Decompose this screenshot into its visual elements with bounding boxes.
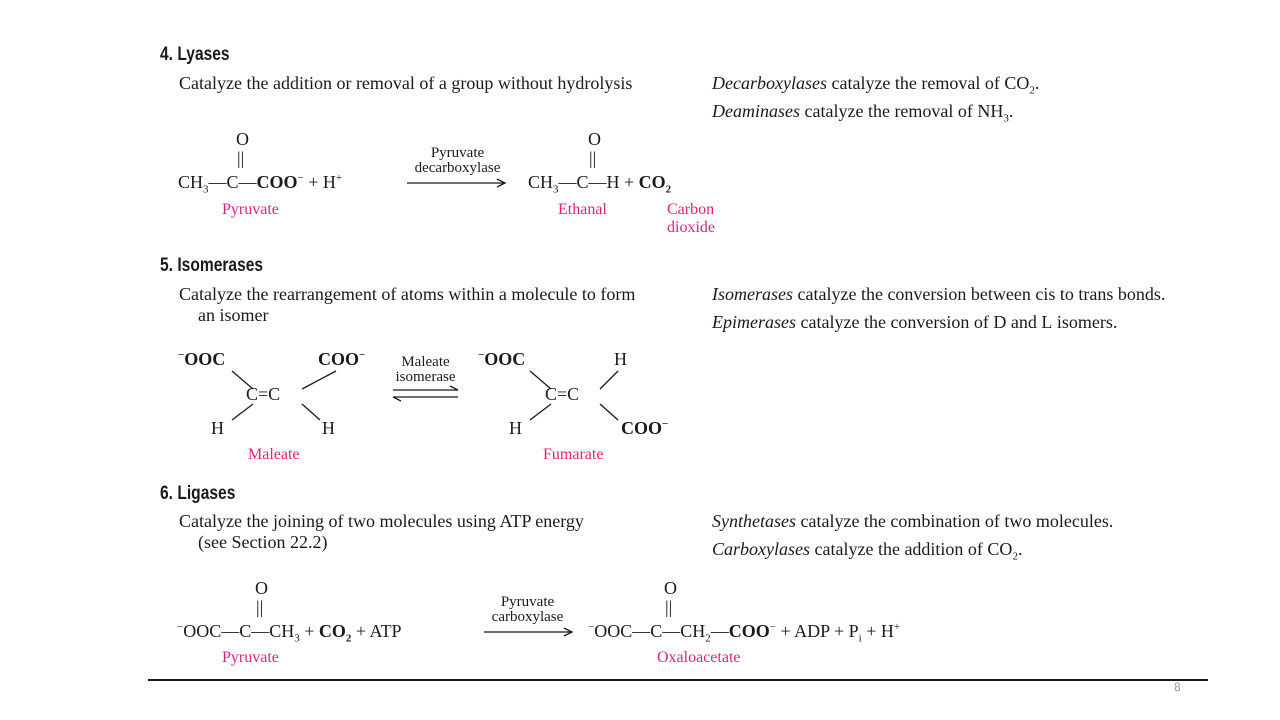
oxaloacetate-products-formula: $^-OOC—C—CH_2—COO^-$ + ADP + $P_i + H^+$ — [588, 621, 901, 645]
bond — [302, 371, 336, 389]
fumarate-h-right: H — [614, 349, 627, 369]
enzyme-label-maleate-isomerase: Maleate isomerase — [395, 354, 456, 385]
lyases-description: Catalyze the addition or removal of a group without hydrolysis — [179, 73, 633, 93]
fumarate-ooc-left: −OOC — [478, 349, 526, 369]
carbonyl-oxygen: O — [664, 578, 677, 598]
pyruvate-formula: $CH_3—C—COO^- + H^+$ — [178, 172, 343, 196]
carbonyl-oxygen: O — [588, 129, 601, 149]
ligases-description-line1: Catalyze the joining of two molecules using ATP energy — [179, 511, 584, 531]
lyases-example-decarboxylases: Decarboxylases catalyze the removal of $CO_2$. — [712, 73, 1040, 97]
bond — [600, 404, 618, 420]
double-bond: || — [256, 597, 264, 617]
maleate-coo-right: COO− — [318, 349, 366, 369]
label-pyruvate: Pyruvate — [222, 649, 279, 666]
carbonyl-oxygen: O — [236, 129, 249, 149]
bond — [232, 404, 253, 420]
label-pyruvate: Pyruvate — [222, 201, 279, 218]
label-fumarate: Fumarate — [543, 446, 604, 463]
ethanal-co2-formula: $CH_3—C—H + CO_2$ — [528, 172, 672, 196]
fumarate-double-bond: C=C — [545, 384, 580, 404]
page-number: 8 — [1174, 680, 1181, 694]
section-5-heading: 5. Isomerases — [160, 255, 264, 276]
maleate-h-left: H — [211, 418, 224, 438]
lyases-example-deaminases: Deaminases catalyze the removal of $NH_3$. — [712, 101, 1014, 125]
isomerases-description-line1: Catalyze the rearrangement of atoms within a molecule to form — [179, 284, 636, 304]
maleate-h-right: H — [322, 418, 335, 438]
ligases-description-line2: (see Section 22.2) — [198, 532, 328, 552]
enzyme-label-pyruvate-carboxylase: Pyruvate carboxylase — [491, 594, 564, 625]
footer-rule — [148, 679, 1208, 681]
maleate-double-bond: C=C — [246, 384, 281, 404]
isomerases-description-line2: an isomer — [198, 305, 269, 325]
bond — [232, 371, 253, 389]
bond — [600, 371, 618, 389]
bond — [530, 404, 551, 420]
double-bond: || — [665, 597, 673, 617]
label-oxaloacetate: Oxaloacetate — [657, 649, 741, 666]
carbonyl-oxygen: O — [255, 578, 268, 598]
label-carbon-dioxide: Carbon dioxide — [667, 201, 715, 236]
fumarate-h-left: H — [509, 418, 522, 438]
label-maleate: Maleate — [248, 446, 300, 463]
pyruvate-co2-atp-formula: $^-OOC—C—CH_3 + CO_2$ + ATP — [177, 621, 402, 645]
double-bond: || — [589, 148, 597, 168]
isomerases-example-isomerases: Isomerases catalyze the conversion between cis to trans bonds. — [712, 284, 1166, 304]
section-6-heading: 6. Ligases — [160, 483, 236, 504]
enzyme-label-pyruvate-decarboxylase: Pyruvate decarboxylase — [414, 145, 501, 176]
bond — [530, 371, 551, 389]
ligases-example-synthetases: Synthetases catalyze the combination of two molecules. — [712, 511, 1114, 531]
maleate-ooc-left: −OOC — [178, 349, 226, 369]
double-bond: || — [237, 148, 245, 168]
isomerases-example-epimerases: Epimerases catalyze the conversion of D and L isomers. — [712, 312, 1118, 332]
fumarate-coo-right: COO− — [621, 418, 669, 438]
bond — [302, 404, 320, 420]
section-4-heading: 4. Lyases — [160, 44, 230, 65]
ligases-example-carboxylases: Carboxylases catalyze the addition of $CO_2$. — [712, 539, 1023, 563]
label-ethanal: Ethanal — [558, 201, 607, 218]
